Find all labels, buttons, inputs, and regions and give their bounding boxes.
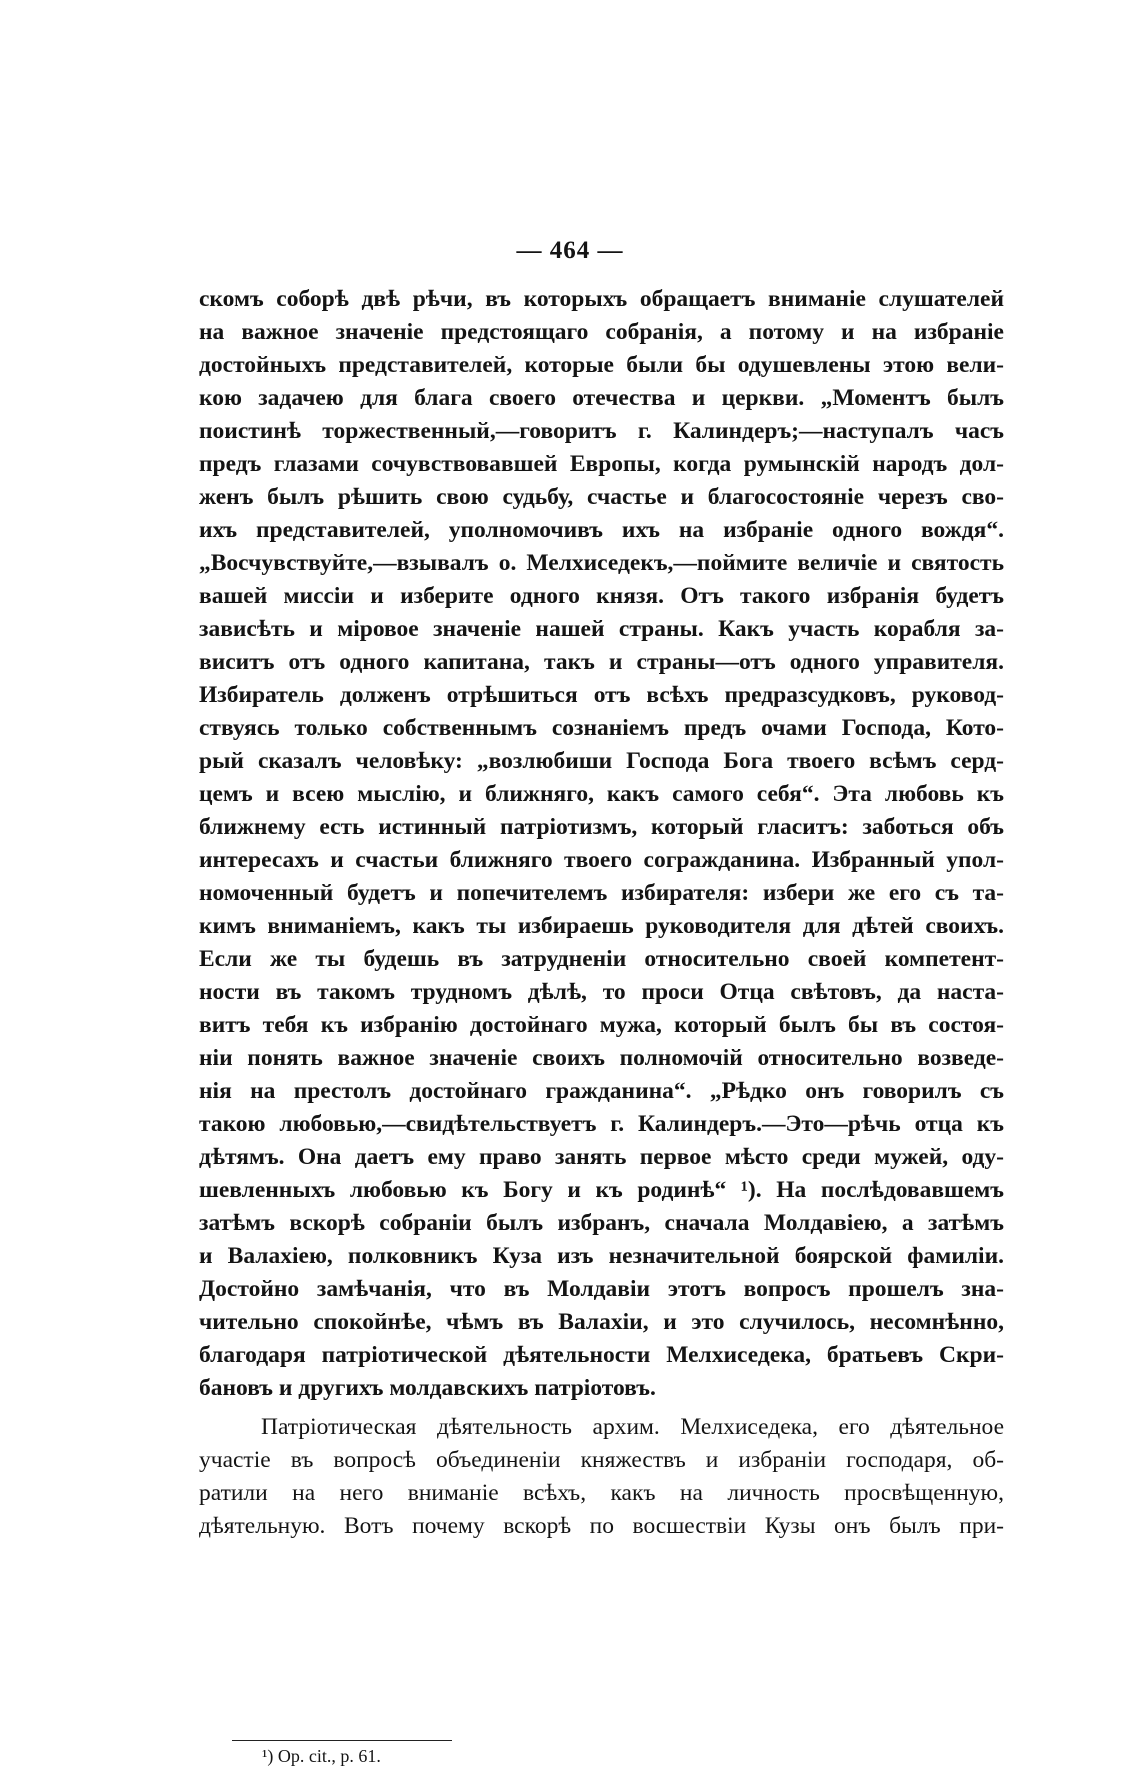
paragraph-1 bbox=[199, 283, 1004, 1405]
text-line: ратили на него вниманіе всѣхъ, какъ на личность просвѣщенную, bbox=[199, 1480, 1004, 1506]
text-line: бановъ и другихъ молдавскихъ патріотовъ. bbox=[199, 1375, 656, 1401]
text-line: Патріотическая дѣятельность архим. Мелхиседека, его дѣятельное bbox=[261, 1414, 1004, 1440]
text-line: участіе въ вопросѣ объединеніи княжествъ и избраніи господаря, об- bbox=[199, 1447, 1004, 1473]
text-line: и Валахіею, полковникъ Куза изъ незначительной боярской фамиліи. bbox=[199, 1243, 1004, 1269]
text-line: ности въ такомъ трудномъ дѣлѣ, то проси Отца свѣтовъ, да наста- bbox=[199, 979, 1004, 1005]
text-line: вашей миссіи и изберите одного князя. Отъ такого избранія будетъ bbox=[199, 583, 1004, 609]
text-line: поистинѣ торжественный,—говоритъ г. Калиндеръ;—наступалъ часъ bbox=[199, 418, 1004, 444]
text-line: Избиратель долженъ отрѣшиться отъ всѣхъ предразсудковъ, руковод- bbox=[199, 682, 1004, 708]
text-line: дѣтямъ. Она даетъ ему право занять первое мѣсто среди мужей, оду- bbox=[199, 1144, 1004, 1170]
text-line: зависѣть и міровое значеніе нашей страны. Какъ участь корабля за- bbox=[199, 616, 1004, 642]
text-line: предъ глазами сочувствовавшей Европы, когда румынскій народъ дол- bbox=[199, 451, 1004, 477]
paragraph-2 bbox=[199, 1411, 1004, 1543]
text-line: Достойно замѣчанія, что въ Молдавіи этотъ вопросъ прошелъ зна- bbox=[199, 1276, 1004, 1302]
text-line: дѣятельную. Вотъ почему вскорѣ по восшествіи Кузы онъ былъ при- bbox=[199, 1513, 1004, 1539]
text-line: цемъ и всею мыслію, и ближняго, какъ самого себя“. Эта любовь къ bbox=[199, 781, 1004, 807]
text-line: кимъ вниманіемъ, какъ ты избираешь руководителя для дѣтей своихъ. bbox=[199, 913, 1004, 939]
text-line: достойныхъ представителей, которые были бы одушевлены этою вели- bbox=[199, 352, 1004, 378]
text-line: на важное значеніе предстоящаго собранія, а потому и на избраніе bbox=[199, 319, 1004, 345]
text-line: такою любовью,—свидѣтельствуетъ г. Калиндеръ.—Это—рѣчь отца къ bbox=[199, 1111, 1004, 1137]
page-body bbox=[199, 283, 1004, 1543]
text-line: „Восчувствуйте,—взывалъ о. Мелхиседекъ,—поймите величіе и святость bbox=[199, 550, 1004, 576]
text-line: номоченный будетъ и попечителемъ избирателя: избери же его съ та- bbox=[199, 880, 1004, 906]
text-line: благодаря патріотической дѣятельности Мелхиседека, братьевъ Скри- bbox=[199, 1342, 1004, 1368]
text-line: кою задачею для блага своего отечества и церкви. „Моментъ былъ bbox=[199, 385, 1004, 411]
text-line: нія на престолъ достойнаго гражданина“. „Рѣдко онъ говорилъ съ bbox=[199, 1078, 1004, 1104]
text-line: рый сказалъ человѣку: „возлюбиши Господа Бога твоего всѣмъ серд- bbox=[199, 748, 1004, 774]
text-line: Если же ты будешь въ затрудненіи относительно своей компетент- bbox=[199, 946, 1004, 972]
footnote: ¹) Op. cit., p. 61. bbox=[262, 1746, 381, 1766]
text-line: ближнему есть истинный патріотизмъ, который гласитъ: заботься объ bbox=[199, 814, 1004, 840]
text-line: виситъ отъ одного капитана, такъ и страны—отъ одного управителя. bbox=[199, 649, 1004, 675]
text-line: шевленныхъ любовью къ Богу и къ родинѣ“ ¹). На послѣдовавшемъ bbox=[199, 1177, 1004, 1203]
text-line: витъ тебя къ избранію достойнаго мужа, который былъ бы въ состоя- bbox=[199, 1012, 1004, 1038]
page-number: — 464 — bbox=[516, 237, 624, 264]
text-line: чительно спокойнѣе, чѣмъ въ Валахіи, и это случилось, несомнѣнно, bbox=[199, 1309, 1004, 1335]
text-line: женъ былъ рѣшить свою судьбу, счастье и благосостояніе черезъ сво- bbox=[199, 484, 1004, 510]
text-line: интересахъ и счастьи ближняго твоего согражданина. Избранный упол- bbox=[199, 847, 1004, 873]
text-line: скомъ соборѣ двѣ рѣчи, въ которыхъ обращаетъ вниманіе слушателей bbox=[199, 286, 1004, 312]
text-line: ихъ представителей, уполномочивъ ихъ на избраніе одного вождя“. bbox=[199, 517, 1004, 543]
footnote-rule bbox=[232, 1740, 452, 1741]
text-line: ствуясь только собственнымъ сознаніемъ предъ очами Господа, Кото- bbox=[199, 715, 1004, 741]
text-line: ніи понять важное значеніе своихъ полномочій относительно возведе- bbox=[199, 1045, 1004, 1071]
text-line: затѣмъ вскорѣ собраніи былъ избранъ, сначала Молдавіею, а затѣмъ bbox=[199, 1210, 1004, 1236]
